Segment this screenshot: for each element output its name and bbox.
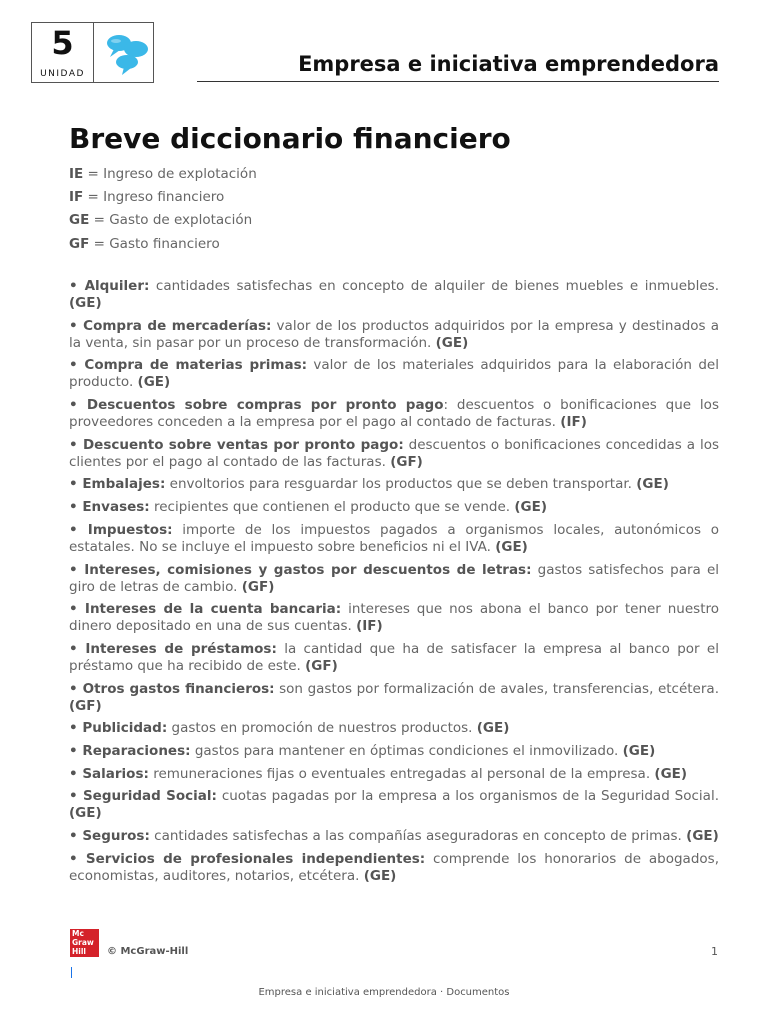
abbreviation-list [69, 163, 719, 256]
entry-term: • Intereses, comisiones y gastos por descuentos de letras: [69, 561, 532, 578]
entry-category-code: (GE) [476, 720, 510, 737]
abbreviation-item [69, 163, 719, 186]
entry-definition: cantidades satisfechas a las compañías aseguradoras en concepto de primas. [149, 828, 687, 844]
entry-term: • Seguros: [69, 828, 150, 844]
header-title: Empresa e iniciativa emprendedora [298, 52, 719, 76]
entry-category-code: (GE) [137, 374, 171, 391]
abbreviation-code: GF [69, 235, 90, 252]
abbreviation-text: = Gasto de explotación [89, 212, 253, 229]
entry-definition: gastos satisfechos para el giro de letras de cambio. [69, 561, 719, 595]
abbreviation-item [69, 186, 719, 209]
dictionary-entry [69, 318, 719, 352]
entry-definition: comprende los honorarios de abogados, economistas, auditores, notarios, etcétera. [69, 850, 719, 884]
abbreviation-code: IE [69, 166, 84, 182]
entry-term: • Publicidad: [69, 720, 168, 737]
header-divider [197, 81, 719, 82]
entry-term: • Intereses de préstamos: [69, 640, 277, 657]
speech-bubbles-icon [94, 23, 153, 82]
entry-term: • Intereses de la cuenta bancaria: [69, 601, 342, 618]
entry-definition: cantidades satisfechas en concepto de alquiler de bienes muebles e inmuebles. [149, 278, 719, 294]
dictionary-entry [69, 641, 719, 675]
entry-category-code: (GE) [69, 805, 102, 822]
entry-category-code: (GF) [241, 578, 275, 595]
page-number: 1 [711, 945, 718, 958]
entry-definition: : descuentos o bonificaciones que los proveedores conceden a la empresa por el pago al contado de facturas. [69, 397, 719, 431]
entry-category-code: (IF) [356, 618, 383, 635]
dictionary-entry [69, 357, 719, 391]
dictionary-entry [69, 828, 719, 845]
abbreviation-item [69, 233, 719, 256]
dictionary-entry [69, 476, 719, 493]
entry-category-code: (GF) [390, 453, 423, 470]
dictionary-entry [69, 278, 719, 312]
abbreviation-text: = Gasto financiero [89, 235, 220, 252]
entry-term: • Compra de mercaderías: [69, 317, 272, 334]
document-label: Empresa e iniciativa emprendedora · Documentos [258, 987, 510, 998]
dictionary-entry [69, 522, 719, 556]
abbreviation-text: = Ingreso de explotación [83, 166, 257, 182]
entry-definition: descuentos o bonificaciones concedidas a los clientes por el pago al contado de las facturas. [69, 436, 719, 470]
entry-definition: remuneraciones fijas o eventuales entregadas al personal de la empresa. [148, 765, 655, 782]
entry-term: • Envases: [69, 499, 150, 516]
entry-category-code: (GE) [514, 499, 547, 516]
entry-definition: recipientes que contienen el producto que se vende. [149, 499, 515, 516]
entry-category-code: (GF) [305, 657, 338, 674]
unit-label: UNIDAD [40, 69, 85, 79]
entry-term: • Otros gastos financieros: [69, 680, 275, 697]
abbreviation-code: IF [69, 189, 84, 206]
entry-term: • Embalajes: [69, 476, 166, 493]
entry-category-code: (GE) [435, 334, 469, 351]
entry-term: • Compra de materias primas: [69, 357, 308, 374]
entry-term: • Reparaciones: [69, 742, 191, 759]
dictionary-entry [69, 681, 719, 715]
entry-definition: son gastos por formalización de avales, transferencias, etcétera. [274, 680, 719, 697]
entry-definition: gastos para mantener en óptimas condiciones el inmovilizado. [190, 742, 623, 759]
dictionary-entry [69, 766, 719, 783]
text-cursor [71, 967, 72, 978]
dictionary-entry [69, 562, 719, 596]
unit-number: 5 [51, 24, 74, 62]
entry-definition: envoltorios para resguardar los productos que se deben transportar. [165, 476, 637, 493]
entry-term: • Salarios: [69, 765, 149, 782]
entry-definition: cuotas pagadas por la empresa a los organismos de la Seguridad Social. [216, 788, 719, 805]
entry-definition: gastos en promoción de nuestros productos. [167, 720, 477, 737]
unit-number-cell [32, 23, 94, 82]
entry-category-code: (GE) [495, 538, 528, 555]
dictionary-entry [69, 437, 719, 471]
entry-category-code: (GE) [622, 742, 656, 759]
dictionary-entry [69, 743, 719, 760]
entry-category-code: (GE) [686, 828, 719, 844]
dictionary-entry [69, 788, 719, 822]
dictionary-entries [69, 278, 719, 890]
entry-category-code: (GE) [363, 867, 397, 884]
entry-category-code: (IF) [560, 414, 587, 431]
entry-term: • Alquiler: [69, 278, 150, 294]
entry-category-code: (GE) [69, 295, 102, 311]
entry-term: • Descuento sobre ventas por pronto pago: [69, 436, 404, 453]
mcgraw-hill-logo: Mc Graw Hill [70, 929, 99, 957]
entry-definition: la cantidad que ha de satisfacer la empresa al banco por el préstamo que ha recibido de este. [69, 640, 719, 674]
entry-category-code: (GE) [654, 765, 688, 782]
abbreviation-code: GE [69, 212, 90, 229]
dictionary-entry [69, 397, 719, 431]
abbreviation-item [69, 209, 719, 232]
page-title: Breve diccionario financiero [69, 122, 511, 155]
entry-definition: valor de los materiales adquiridos para la elaboración del producto. [69, 357, 719, 391]
entry-definition: valor de los productos adquiridos por la empresa y destinados a la venta, sin pasar por un proceso de transformación. [69, 317, 719, 351]
entry-category-code: (GE) [636, 476, 669, 493]
entry-term: • Seguridad Social: [69, 788, 217, 805]
entry-term: • Impuestos: [69, 521, 173, 538]
copyright-text: © McGraw-Hill [107, 946, 189, 957]
dictionary-entry [69, 851, 719, 885]
unit-badge [31, 22, 154, 83]
dictionary-entry [69, 601, 719, 635]
entry-term: • Servicios de profesionales independientes: [69, 850, 426, 867]
abbreviation-text: = Ingreso financiero [83, 189, 225, 206]
entry-definition: importe de los impuestos pagados a organismos locales, autonómicos o estatales. No se incluye el impuesto sobre beneficios ni el IVA. [69, 521, 720, 555]
dictionary-entry [69, 499, 719, 516]
dictionary-entry [69, 720, 719, 737]
entry-term: • Descuentos sobre compras por pronto pago [69, 397, 444, 414]
entry-definition: intereses que nos abona el banco por tener nuestro dinero depositado en una de sus cuentas. [69, 601, 719, 635]
entry-category-code: (GF) [69, 697, 102, 714]
